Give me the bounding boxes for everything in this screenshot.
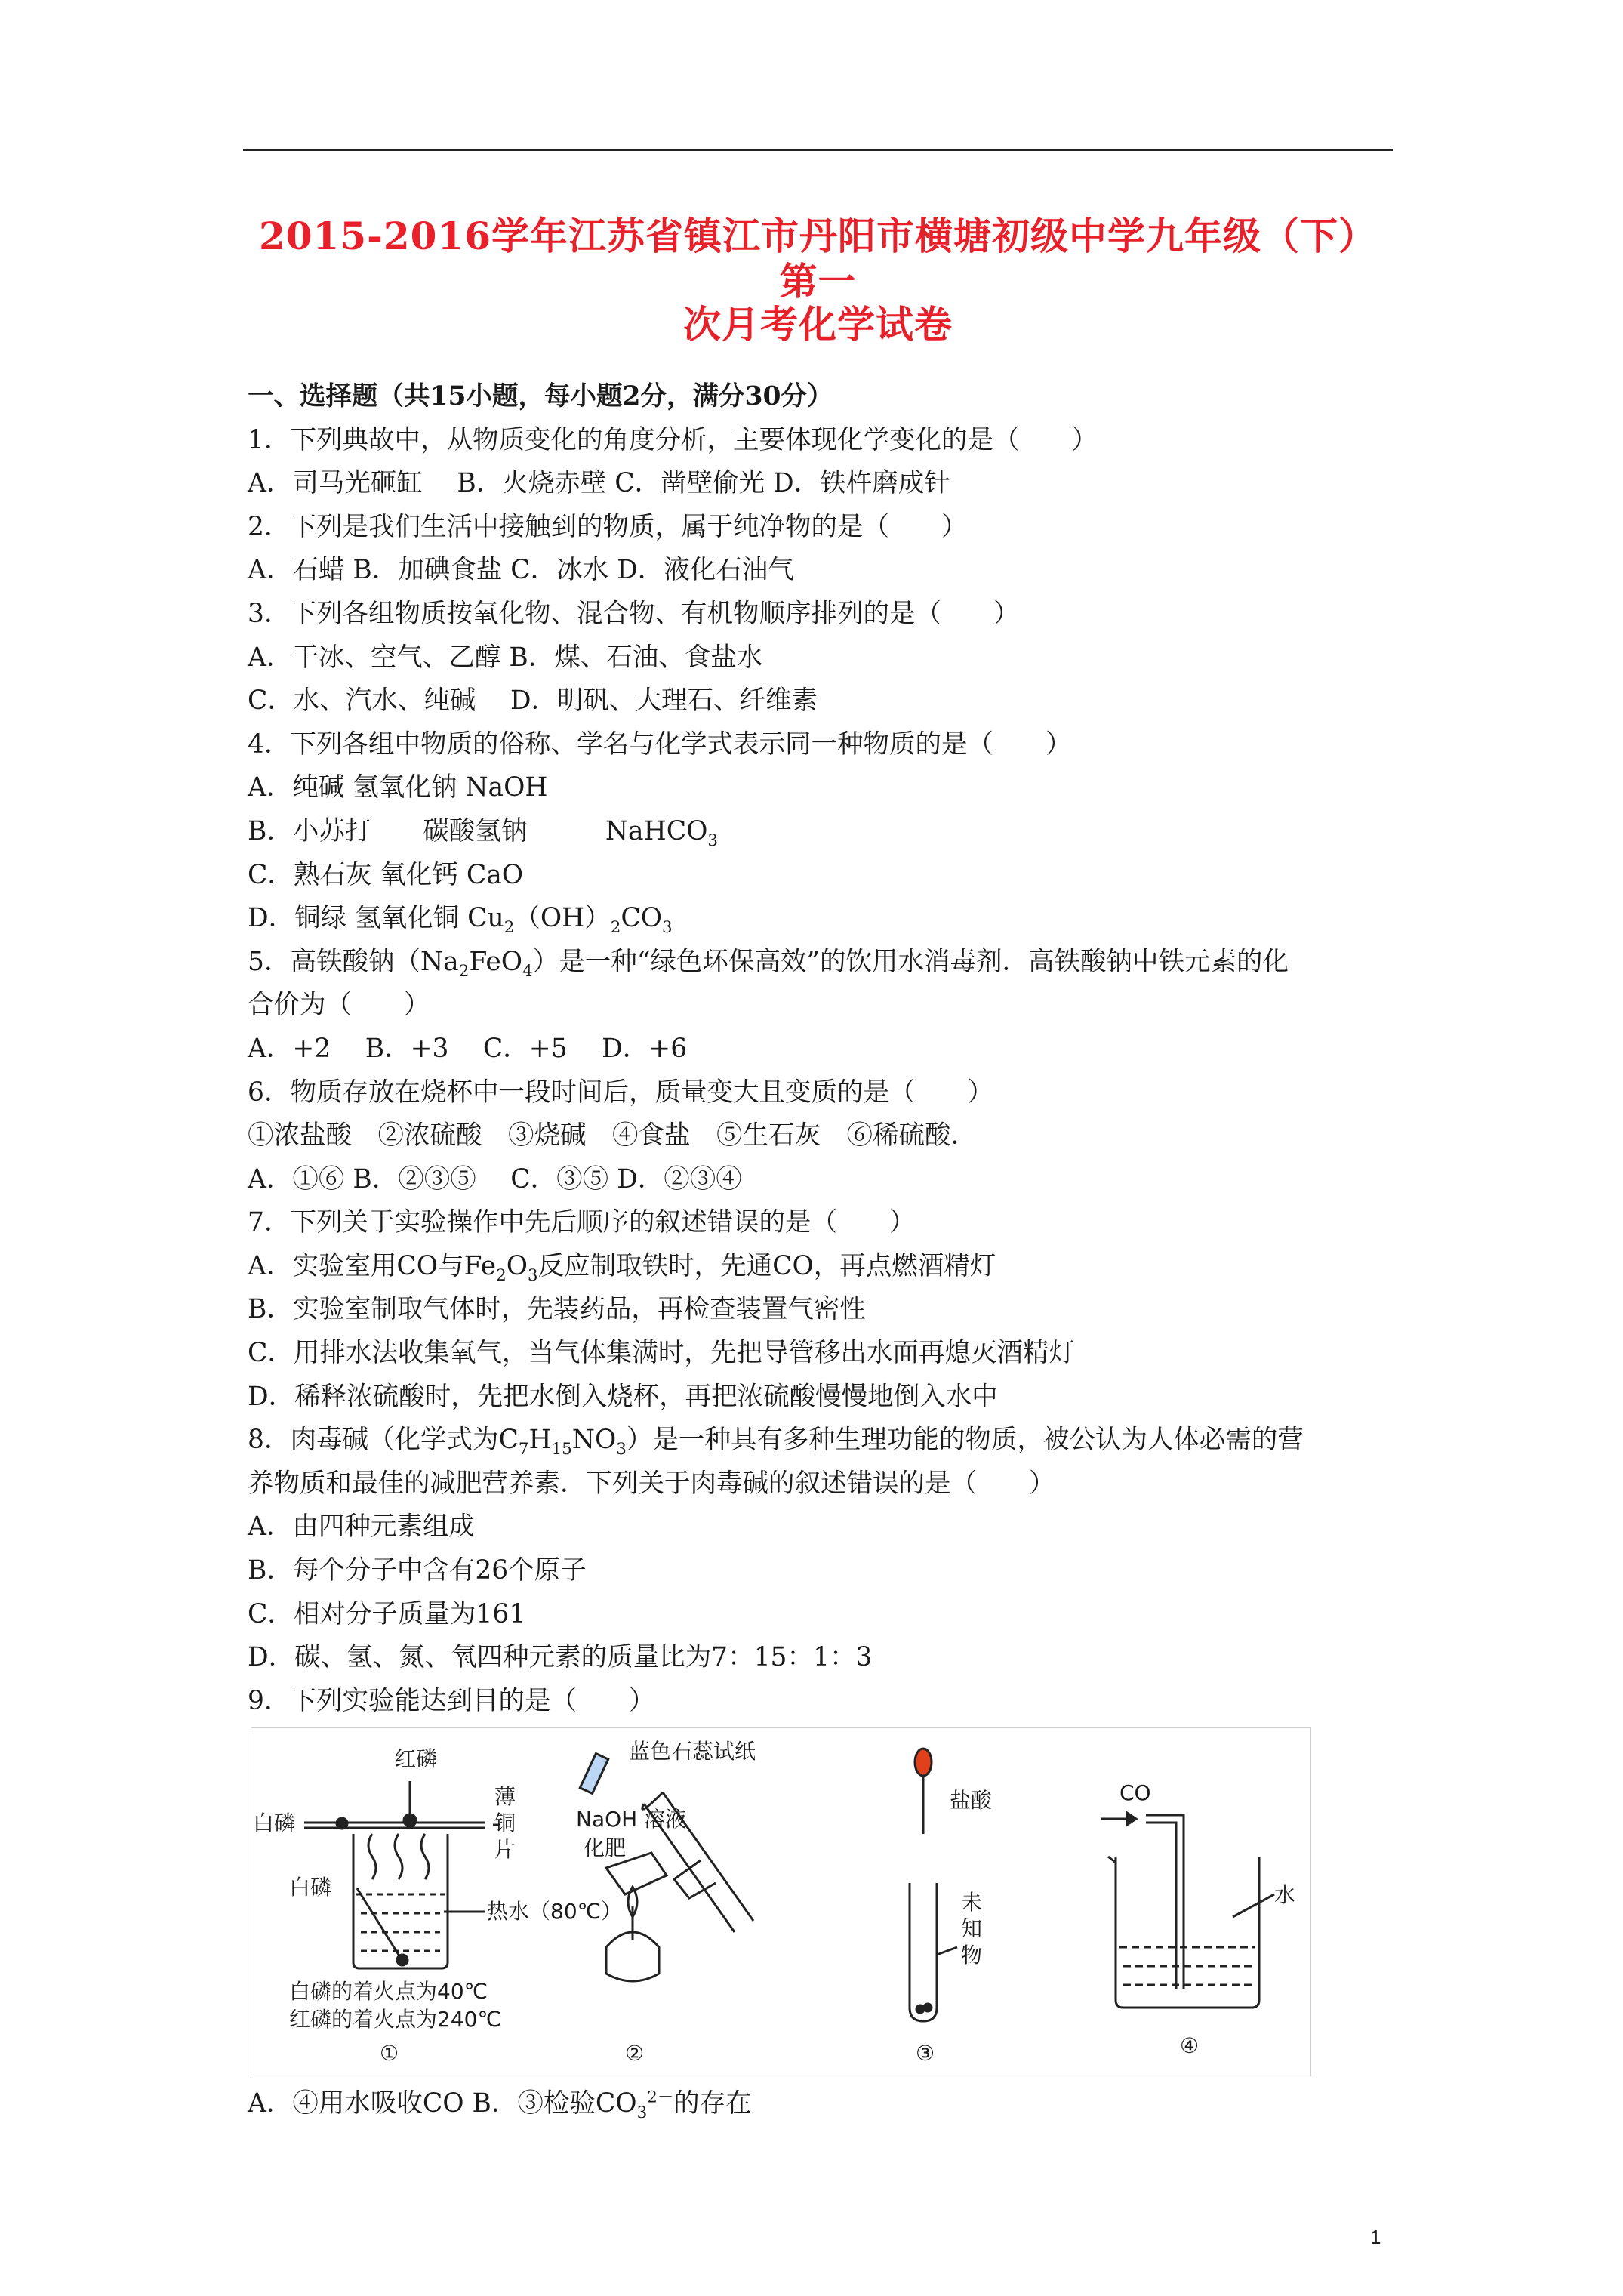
question-7-option-a <box>248 1245 1395 1289</box>
stem-text: FeO <box>469 946 523 977</box>
label-unknown-2: 知 <box>961 1916 983 1942</box>
exam-title-line2: 次月考化学试卷 <box>683 302 953 347</box>
subscript: 2 <box>458 961 470 981</box>
question-9-options <box>248 2082 1395 2126</box>
option-a-text: 反应制取铁时，先通CO，再点燃酒精灯 <box>537 1250 996 1281</box>
option-text: 的存在 <box>673 2088 752 2119</box>
question-8-option-a: A．由四种元素组成 <box>248 1512 475 1542</box>
question-6-stem: 6．物质存放在烧杯中一段时间后，质量变大且变质的是（ ） <box>248 1077 993 1108</box>
subscript: 3 <box>707 831 718 850</box>
label-note-red-p: 红磷的着火点为240℃ <box>289 2007 501 2032</box>
superscript: 2－ <box>647 2088 674 2107</box>
question-5-stem-line2: 合价为（ ） <box>248 990 430 1021</box>
header-rule <box>243 149 1393 151</box>
question-8-option-d: D．碳、氢、氮、氧四种元素的质量比为7：15：1：3 <box>248 1642 873 1673</box>
question-6-options: A．①⑥ B．②③⑤ C．③⑤ D．②③④ <box>248 1163 742 1194</box>
question-3-options-ab: A．干冰、空气、乙醇 B．煤、石油、食盐水 <box>248 642 763 673</box>
label-white-phosphorus-top: 白磷 <box>253 1811 296 1836</box>
label-exp-3: ③ <box>916 2041 935 2066</box>
label-copper-3: 片 <box>494 1837 516 1863</box>
option-a-text: O <box>506 1250 528 1281</box>
question-1-options: A．司马光砸缸 B．火烧赤壁 C．凿壁偷光 D．铁杵磨成针 <box>248 468 950 499</box>
label-litmus-paper: 蓝色石蕊试纸 <box>629 1739 756 1764</box>
subscript: 3 <box>636 2103 648 2123</box>
subscript: 4 <box>522 961 533 981</box>
question-7-option-b: B．实验室制取气体时，先装药品，再检查装置气密性 <box>248 1294 866 1325</box>
stem-text: 8．肉毒碱（化学式为C <box>248 1425 519 1456</box>
page-number: 1 <box>1370 2226 1381 2248</box>
question-2-stem: 2．下列是我们生活中接触到的物质，属于纯净物的是（ ） <box>248 511 968 542</box>
label-co: CO <box>1119 1780 1151 1806</box>
test-tube-3 <box>910 1883 937 2021</box>
question-1-stem: 1．下列典故中，从物质变化的角度分析，主要体现化学变化的是（ ） <box>248 424 1098 455</box>
question-4-stem: 4．下列各组中物质的俗称、学名与化学式表示同一种物质的是（ ） <box>248 729 1072 760</box>
question-8-option-c: C．相对分子质量为161 <box>248 1598 526 1629</box>
subscript: 15 <box>551 1440 572 1459</box>
experiment-2-apparatus <box>580 1754 753 1981</box>
label-exp-1: ① <box>380 2041 399 2066</box>
exam-content <box>248 375 1395 2126</box>
question-4-option-b <box>248 810 1395 854</box>
label-note-white-p: 白磷的着火点为40℃ <box>289 1979 488 2005</box>
label-naoh-solution: NaOH 溶液 <box>576 1807 687 1832</box>
beaker-1 <box>353 1834 448 1968</box>
option-d-text: （OH） <box>514 903 611 934</box>
label-unknown-1: 未 <box>961 1890 983 1915</box>
stem-text: H <box>528 1425 552 1456</box>
dropper-bulb <box>915 1749 932 1776</box>
label-hot-water: 热水（80℃） <box>487 1899 623 1925</box>
white-phosphorus-bottom <box>397 1955 408 1965</box>
subscript: 2 <box>496 1265 507 1285</box>
question-3-options-cd: C．水、汽水、纯碱 D．明矾、大理石、纤维素 <box>248 686 818 717</box>
label-copper-2: 铜 <box>494 1811 516 1836</box>
question-8-stem <box>248 1419 1395 1462</box>
question-4-option-c: C．熟石灰 氧化钙 CaO <box>248 859 524 890</box>
option-text: A．④用水吸收CO B．③检验CO <box>248 2088 637 2119</box>
question-5-stem <box>248 941 1395 985</box>
experiment-1-apparatus <box>304 1781 500 1968</box>
stem-text: ）是一种具有多种生理功能的物质，被公认为人体必需的营 <box>626 1425 1304 1456</box>
label-white-phosphorus-bottom: 白磷 <box>289 1875 332 1900</box>
question-2-options: A．石蜡 B．加碘食盐 C．冰水 D．液化石油气 <box>248 555 794 586</box>
exam-title-line1: 2015-2016学年江苏省镇江市丹阳市横塘初级中学九年级（下）第一 <box>258 214 1378 304</box>
gas-tube <box>1146 1815 1184 1989</box>
label-red-phosphorus: 红磷 <box>395 1746 438 1772</box>
option-d-text: D．铜绿 氢氧化铜 Cu <box>248 903 504 934</box>
question-7-option-d: D．稀释浓硫酸时，先把水倒入烧杯，再把浓硫酸慢慢地倒入水中 <box>248 1381 998 1412</box>
subscript: 3 <box>527 1265 538 1285</box>
stem-text: ）是一种“绿色环保高效”的饮用水消毒剂．高铁酸钠中铁元素的化 <box>532 946 1289 977</box>
experiment-figure <box>251 1727 1311 2076</box>
experiment-drawings <box>251 1728 1310 2076</box>
label-unknown-3: 物 <box>961 1943 983 1968</box>
subscript: 2 <box>504 918 515 938</box>
subscript: 3 <box>616 1440 627 1459</box>
label-exp-2: ② <box>625 2041 645 2066</box>
experiment-4-apparatus <box>1101 1813 1274 2008</box>
question-5-options: A．+2 B．+3 C．+5 D．+6 <box>248 1033 688 1064</box>
question-7-option-c: C．用排水法收集氧气，当气体集满时，先把导管移出水面再熄灭酒精灯 <box>248 1338 1075 1369</box>
label-exp-4: ④ <box>1180 2033 1200 2059</box>
label-copper-1: 薄 <box>494 1784 516 1810</box>
litmus-paper <box>580 1754 608 1794</box>
option-a-text: A．实验室用CO与Fe <box>248 1250 497 1281</box>
red-phosphorus <box>404 1814 416 1826</box>
subscript: 2 <box>610 918 621 938</box>
section-heading: 一、选择题（共15小题，每小题2分，满分30分） <box>248 381 833 411</box>
question-8-option-b: B．每个分子中含有26个原子 <box>248 1555 587 1586</box>
question-4-option-d <box>248 897 1395 941</box>
stem-text: NO <box>571 1425 617 1456</box>
question-9-stem: 9．下列实验能达到目的是（ ） <box>248 1685 655 1716</box>
option-d-text: CO <box>621 903 662 934</box>
question-4-option-a: A．纯碱 氢氧化钠 NaOH <box>248 772 548 803</box>
label-water: 水 <box>1274 1882 1296 1908</box>
option-b-text: B．小苏打 碳酸氢钠 NaHCO <box>248 815 708 846</box>
label-fertilizer: 化肥 <box>584 1835 627 1861</box>
subscript: 7 <box>518 1440 529 1459</box>
question-7-stem: 7．下列关于实验操作中先后顺序的叙述错误的是（ ） <box>248 1207 916 1238</box>
subscript: 3 <box>662 918 673 938</box>
question-8-stem-line2: 养物质和最佳的减肥营养素．下列关于肉毒碱的叙述错误的是（ ） <box>248 1468 1055 1499</box>
label-hydrochloric-acid: 盐酸 <box>950 1788 993 1814</box>
question-6-items: ①浓盐酸 ②浓硫酸 ③烧碱 ④食盐 ⑤生石灰 ⑥稀硫酸． <box>248 1120 977 1151</box>
question-3-stem: 3．下列各组物质按氧化物、混合物、有机物顺序排列的是（ ） <box>248 598 1020 629</box>
white-phosphorus-top <box>337 1818 347 1829</box>
stem-text: 5．高铁酸钠（Na <box>248 946 459 977</box>
